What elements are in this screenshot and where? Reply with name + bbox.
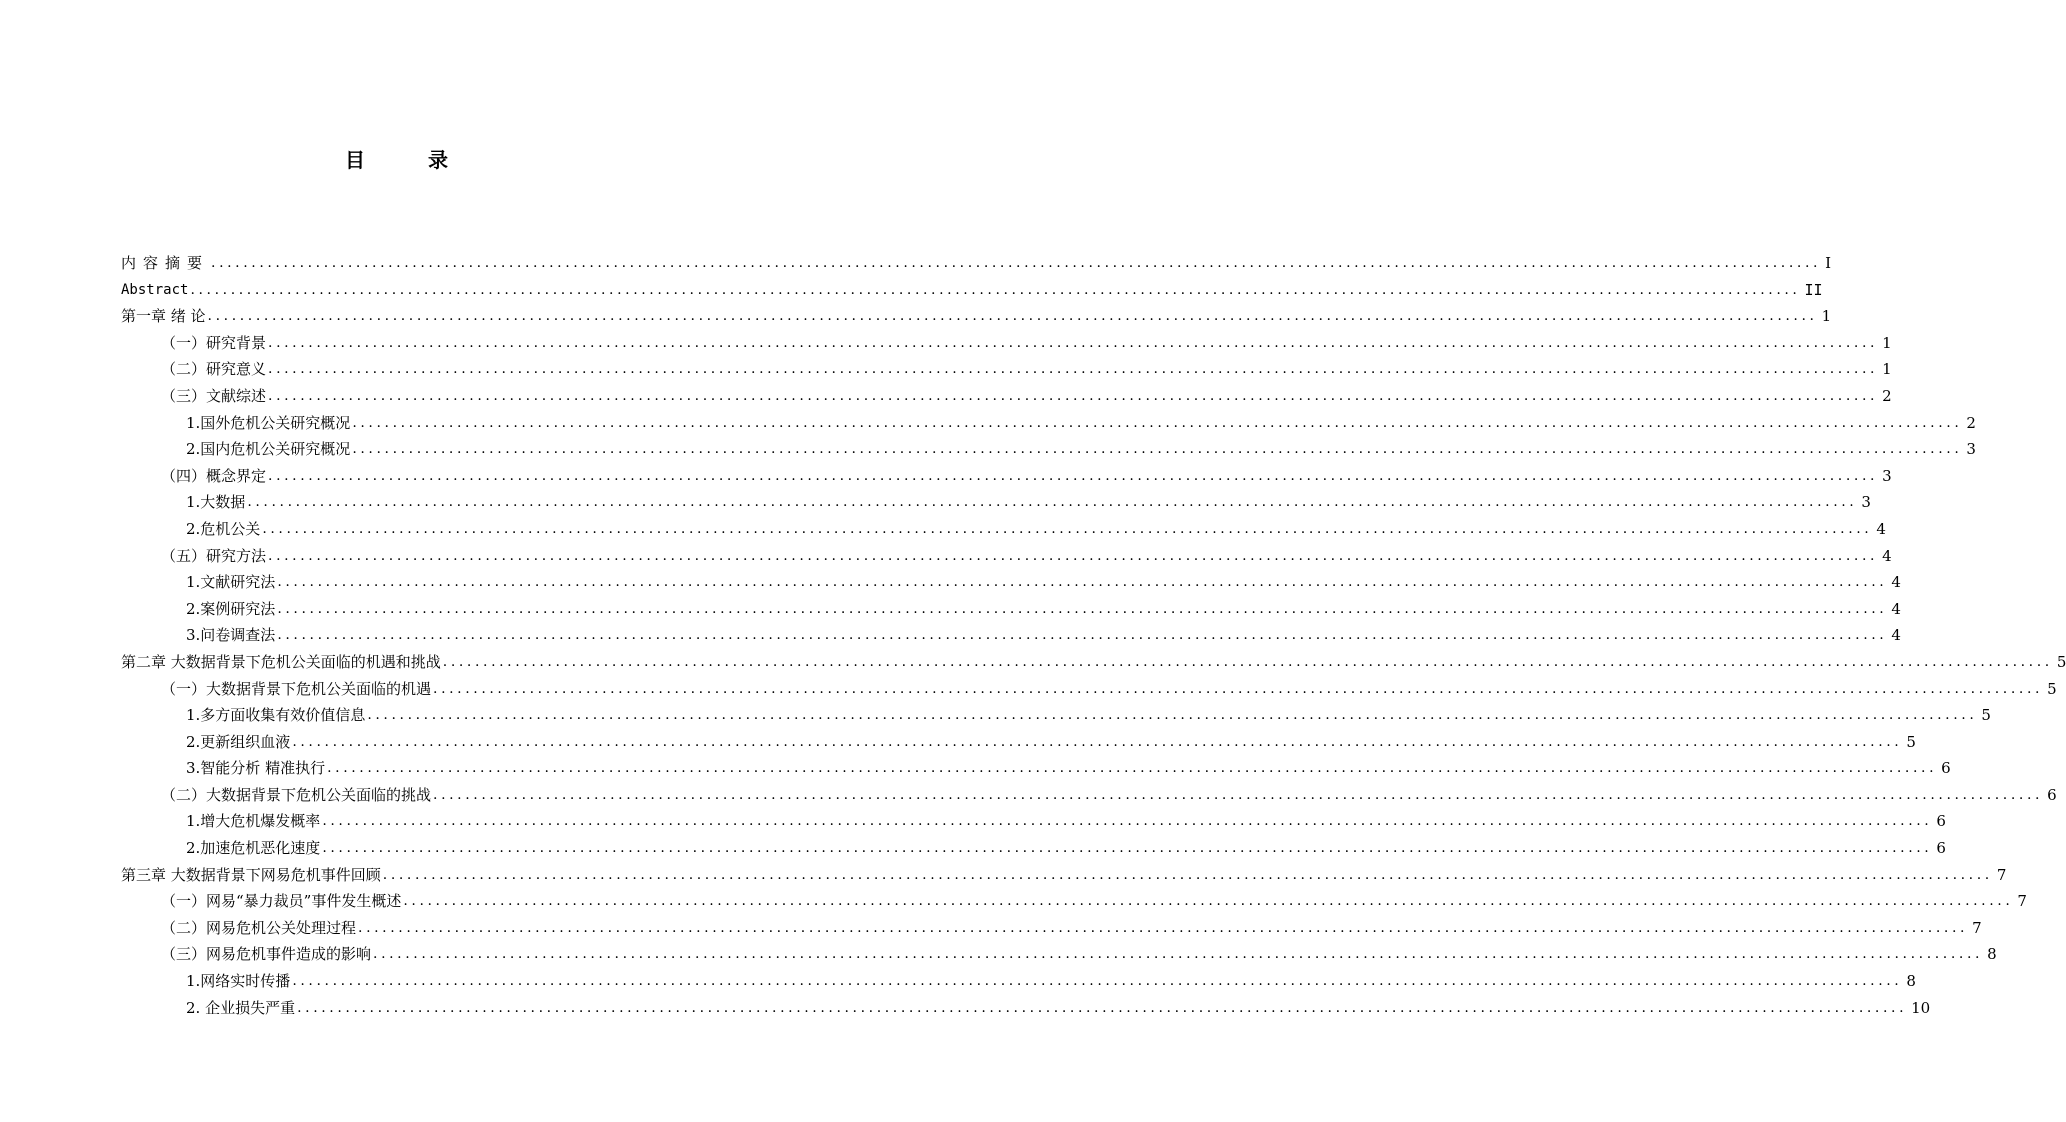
toc-entry[interactable] — [121, 543, 1892, 570]
toc-entry-page-number: 6 — [1936, 839, 1946, 858]
toc-entry[interactable] — [121, 410, 1976, 437]
toc-entry-page-number: II — [1804, 280, 1823, 299]
toc-entry-label: （一）研究背景 — [161, 333, 267, 352]
toc-entry-page-number: 6 — [1941, 759, 1951, 778]
dot-leader: ........................................................................................................................................................................................................ — [268, 334, 1879, 351]
toc-entry-label: 3.问卷调查法 — [186, 626, 276, 645]
toc-entry-page-number: 3 — [1966, 440, 1976, 459]
toc-entry-page-number: 5 — [1981, 706, 1991, 725]
toc-entry[interactable] — [121, 755, 1951, 782]
toc-entry-label: （五）研究方法 — [161, 546, 267, 565]
toc-entry[interactable] — [121, 569, 1901, 596]
dot-leader: ........................................................................................................................................................................................................ — [277, 627, 1888, 644]
toc-entry-page-number: 3 — [1861, 493, 1871, 512]
dot-leader: ........................................................................................................................................................................................................ — [211, 255, 1822, 271]
toc-entry[interactable] — [121, 808, 1946, 835]
toc-entry-label: 1.网络实时传播 — [186, 972, 291, 991]
toc-entry-page-number: 4 — [1876, 519, 1886, 538]
toc-entry-label: 2.案例研究法 — [186, 599, 276, 618]
dot-leader: ........................................................................................................................................................................................................ — [292, 973, 1903, 990]
toc-entry[interactable] — [121, 649, 2066, 676]
dot-leader: ........................................................................................................................................................................................................ — [268, 387, 1879, 404]
dot-leader: ........................................................................................................................................................................................................ — [358, 919, 1969, 936]
dot-leader: ........................................................................................................................................................................................................ — [190, 281, 1801, 298]
dot-leader: ........................................................................................................................................................................................................ — [247, 494, 1858, 511]
toc-entry[interactable] — [121, 383, 1892, 410]
toc-entry-page-number: 1 — [1882, 333, 1892, 352]
toc-title: 目 录 — [345, 148, 476, 172]
toc-entry[interactable] — [121, 436, 1976, 463]
toc-entry-label: 第三章 大数据背景下网易危机事件回顾 — [121, 865, 381, 884]
toc-entry[interactable] — [121, 915, 1982, 942]
toc-entry-page-number: 4 — [1891, 626, 1901, 645]
toc-entry[interactable] — [121, 596, 1901, 623]
toc-entry[interactable] — [121, 330, 1892, 357]
dot-leader: ........................................................................................................................................................................................................ — [442, 653, 2053, 670]
dot-leader: ........................................................................................................................................................................................................ — [207, 308, 1818, 325]
toc-entry[interactable] — [121, 356, 1892, 383]
toc-entry-page-number: 7 — [1996, 865, 2007, 884]
toc-entry-page-number: 8 — [1906, 972, 1916, 991]
toc-entry-label: 1.国外危机公关研究概况 — [186, 413, 351, 432]
toc-entry-page-number: 2 — [1966, 413, 1976, 432]
dot-leader: ........................................................................................................................................................................................................ — [322, 813, 1933, 830]
toc-entry-label: 3.智能分析 精准执行 — [186, 759, 326, 778]
toc-entry-label: 第一章 绪 论 — [121, 307, 206, 326]
toc-entry[interactable] — [121, 622, 1901, 649]
toc-entry-label: 1.增大危机爆发概率 — [186, 812, 321, 831]
toc-entry[interactable] — [121, 968, 1916, 995]
toc-entry-label: 1.多方面收集有效价值信息 — [186, 706, 366, 725]
dot-leader: ........................................................................................................................................................................................................ — [433, 786, 2044, 803]
toc-entry[interactable] — [121, 888, 2027, 915]
toc-entry-label: （二）网易危机公关处理过程 — [161, 918, 357, 937]
dot-leader: ........................................................................................................................................................................................................ — [292, 733, 1903, 750]
toc-entry-page-number: 5 — [2056, 652, 2066, 671]
toc-entry[interactable] — [121, 862, 2007, 889]
toc-entry[interactable] — [121, 463, 1892, 490]
toc-entry[interactable] — [121, 835, 1946, 862]
toc-entry-page-number: 7 — [1972, 918, 1982, 937]
toc-entry-label: 内容摘要 — [121, 254, 210, 272]
toc-entry-page-number: 3 — [1882, 466, 1892, 485]
toc-entry-page-number: 2 — [1882, 386, 1892, 405]
toc-entry-page-number: 6 — [1936, 812, 1946, 831]
dot-leader: ........................................................................................................................................................................................................ — [382, 866, 1993, 883]
dot-leader: ........................................................................................................................................................................................................ — [268, 361, 1879, 378]
toc-entry-page-number: 1 — [1821, 307, 1832, 326]
toc-entry-page-number: 6 — [2047, 785, 2057, 804]
toc-entry-page-number: 5 — [1906, 732, 1916, 751]
toc-entry[interactable] — [121, 676, 2057, 703]
toc-entry-label: 2.国内危机公关研究概况 — [186, 440, 351, 459]
dot-leader: ........................................................................................................................................................................................................ — [297, 999, 1908, 1016]
toc-entry[interactable] — [121, 277, 1823, 304]
toc-entry-page-number: 7 — [2017, 892, 2027, 911]
toc-entry-page-number: 4 — [1891, 599, 1901, 618]
toc-entry[interactable] — [121, 489, 1871, 516]
toc-entry-label: 2. 企业损失严重 — [186, 998, 296, 1017]
toc-entry-label: 2.危机公关 — [186, 519, 261, 538]
toc-entry-page-number: 4 — [1882, 546, 1892, 565]
toc-entry[interactable] — [121, 941, 1997, 968]
dot-leader: ........................................................................................................................................................................................................ — [433, 680, 2044, 697]
toc-entry[interactable] — [121, 782, 2057, 809]
dot-leader: ........................................................................................................................................................................................................ — [373, 946, 1984, 963]
dot-leader: ........................................................................................................................................................................................................ — [352, 441, 1963, 458]
toc-entry-label: （一）网易“暴力裁员”事件发生概述 — [161, 892, 402, 911]
toc-entry[interactable] — [121, 995, 1931, 1022]
dot-leader: ........................................................................................................................................................................................................ — [327, 760, 1938, 777]
toc-entry-label: 2.更新组织血液 — [186, 732, 291, 751]
dot-leader: ........................................................................................................................................................................................................ — [322, 840, 1933, 857]
toc-entry-page-number: 4 — [1891, 573, 1901, 592]
toc-entry-label: （一）大数据背景下危机公关面临的机遇 — [161, 679, 432, 698]
toc-entry-label: 1.大数据 — [186, 493, 246, 512]
toc-entry-label: （二）大数据背景下危机公关面临的挑战 — [161, 785, 432, 804]
toc-entry-label: （三）网易危机事件造成的影响 — [161, 945, 372, 964]
dot-leader: ........................................................................................................................................................................................................ — [277, 600, 1888, 617]
toc-entry-label: （二）研究意义 — [161, 360, 267, 379]
toc-entry[interactable] — [121, 303, 1832, 330]
toc-list — [121, 250, 2066, 1021]
dot-leader: ........................................................................................................................................................................................................ — [262, 520, 1873, 537]
toc-entry-label: 1.文献研究法 — [186, 573, 276, 592]
toc-entry[interactable] — [121, 516, 1886, 543]
toc-entry[interactable] — [121, 250, 1831, 277]
toc-entry-page-number: I — [1825, 254, 1831, 272]
toc-entry-page-number: 8 — [1987, 945, 1997, 964]
toc-entry-page-number: 5 — [2047, 679, 2057, 698]
dot-leader: ........................................................................................................................................................................................................ — [268, 547, 1879, 564]
dot-leader: ........................................................................................................................................................................................................ — [277, 574, 1888, 591]
dot-leader: ........................................................................................................................................................................................................ — [403, 893, 2014, 910]
toc-entry-label: 第二章 大数据背景下危机公关面临的机遇和挑战 — [121, 652, 441, 671]
toc-entry-page-number: 1 — [1882, 360, 1892, 379]
toc-entry-page-number: 10 — [1911, 998, 1931, 1017]
dot-leader: ........................................................................................................................................................................................................ — [367, 707, 1978, 724]
toc-entry-label: （三）文献综述 — [161, 386, 267, 405]
toc-entry[interactable] — [121, 702, 1991, 729]
dot-leader: ........................................................................................................................................................................................................ — [268, 467, 1879, 484]
toc-entry-label: （四）概念界定 — [161, 466, 267, 485]
toc-entry-label: 2.加速危机恶化速度 — [186, 839, 321, 858]
dot-leader: ........................................................................................................................................................................................................ — [352, 414, 1963, 431]
toc-entry-label: Abstract — [121, 281, 189, 298]
toc-entry[interactable] — [121, 729, 1916, 756]
